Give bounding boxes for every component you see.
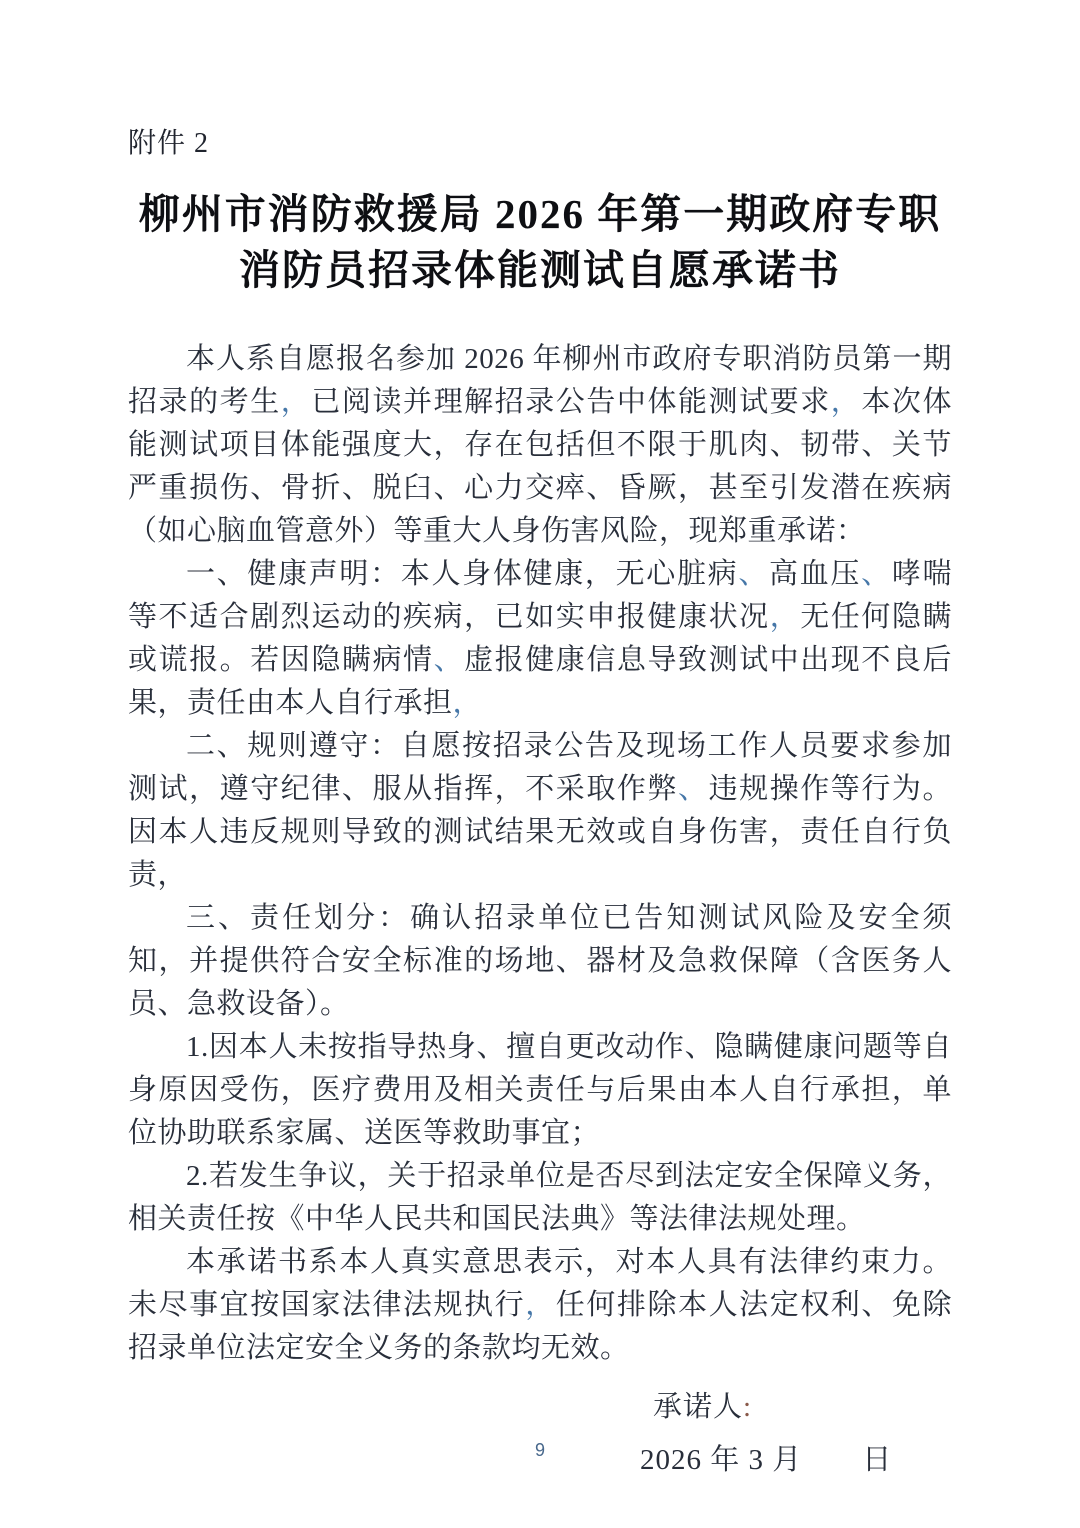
paragraph xyxy=(128,1155,952,1241)
colored-punctuation: 、 xyxy=(433,644,465,676)
signature-line xyxy=(653,1386,952,1429)
date-line: 2026 年 3 月 日 xyxy=(640,1444,893,1476)
signature-colon: : xyxy=(743,1391,753,1423)
paragraph xyxy=(128,553,952,725)
attachment-label: 附件 2 xyxy=(128,128,210,159)
signature-label: 承诺人 xyxy=(653,1391,744,1423)
document-title-line2: 消防员招录体能测试自愿承诺书 xyxy=(239,247,841,293)
colored-punctuation: ， xyxy=(769,601,801,633)
paragraph xyxy=(128,725,952,897)
colored-punctuation: 、 xyxy=(738,558,770,590)
paragraph-text: 1.因本人未按指导热身、擅自更改动作、隐瞒健康问题等自身原因受伤，医疗费用及相关责任与后果由本人自行承担，单位协助联系家属、送医等救助事宜； xyxy=(128,1031,952,1149)
colored-punctuation: 、 xyxy=(861,558,892,590)
paragraph-text: 已阅读并理解招录公告中体能测试要求 xyxy=(311,386,831,418)
paragraph-text: 二、规则遵守：自愿按招录公告及现场工作人员要求参加测试，遵守纪律、服从指挥，不采取作弊 xyxy=(128,730,952,805)
colored-punctuation: ， xyxy=(280,386,312,418)
page-number: 9 xyxy=(534,1440,545,1460)
colored-punctuation: ， xyxy=(830,386,862,418)
paragraph-text: 本承诺书系本人真实意思表示，对本人具有法律约束力。未尽事宜按国家法律法规执行 xyxy=(128,1246,952,1321)
paragraph-text: 无任何隐瞒或谎报。若因隐瞒病情 xyxy=(128,601,952,676)
paragraph-text: 任何排除本人法定权利、免除招录单位法定安全义务的条款均无效。 xyxy=(128,1289,952,1364)
paragraph-text: 虚报健康信息导致测试中出现不良后果，责任由本人自行承担 xyxy=(128,644,952,719)
document-body xyxy=(128,338,952,1370)
paragraph-text: 高血压 xyxy=(769,558,862,590)
colored-punctuation: ， xyxy=(525,1289,556,1321)
paragraph-text: 本次体能测试项目体能强度大，存在包括但不限于肌肉、韧带、关节严重损伤、骨折、脱臼、心力交瘁、昏厥，甚至引发潜在疾病（如心脑血管意外）等重大人身伤害风险，现郑重承诺： xyxy=(128,386,952,547)
colored-punctuation: ， xyxy=(452,687,483,719)
paragraph xyxy=(128,1026,952,1155)
document-title-line1: 柳州市消防救援局 2026 年第一期政府专职 xyxy=(138,191,942,237)
paragraph xyxy=(128,338,952,553)
paragraph-text: 一、健康声明：本人身体健康，无心脏病 xyxy=(186,558,739,590)
paragraph-text: 2.若发生争议，关于招录单位是否尽到法定安全保障义务，相关责任按《中华人民共和国民法典》等法律法规处理。 xyxy=(128,1160,952,1235)
paragraph-text: 违规操作等行为。因本人违反规则导致的测试结果无效或自身伤害，责任自行负责， xyxy=(128,773,952,891)
document-title xyxy=(128,186,952,298)
colored-punctuation: 、 xyxy=(678,773,709,805)
paragraph-text: 三、责任划分：确认招录单位已告知测试风险及安全须知，并提供符合安全标准的场地、器材及急救保障（含医务人员、急救设备）。 xyxy=(128,902,952,1020)
paragraph xyxy=(128,897,952,1026)
paragraph-text: 哮喘等不适合剧烈运动的疾病，已如实申报健康状况 xyxy=(128,558,952,633)
paragraph xyxy=(128,1241,952,1370)
paragraph-text: 本人系自愿报名参加 2026 年柳州市政府专职消防员第一期招录的考生 xyxy=(128,343,952,418)
